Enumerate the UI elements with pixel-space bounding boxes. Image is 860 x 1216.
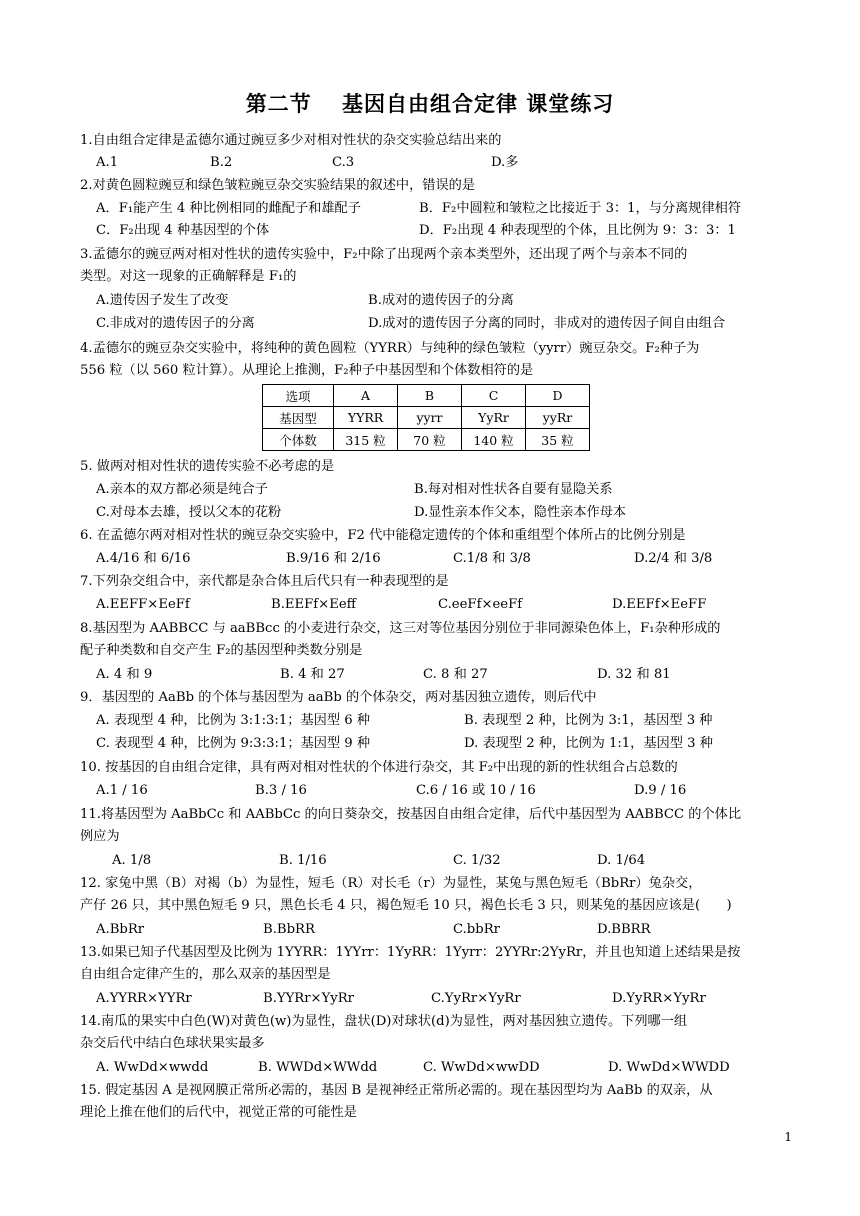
question-15-stem-cont: 理论上推在他们的后代中，视觉正常的可能性是: [80, 1105, 357, 1120]
question-11-stem-cont: 例应为: [80, 829, 120, 844]
question-8-options: [0, 664, 860, 686]
table-cell: yyRr: [526, 407, 590, 429]
option: D. 表现型 2 种，比例为 1:1，基因型 3 种: [464, 736, 713, 751]
option: D.BBRR: [597, 922, 651, 937]
option: D. 32 和 81: [597, 667, 671, 682]
question-7-options: [0, 594, 860, 616]
table-cell: 70 粒: [398, 429, 462, 451]
option: B.EEFf×Eeff: [271, 597, 357, 612]
option: D. 1/64: [597, 853, 646, 868]
question-15-stem: 15. 假定基因 A 是视网膜正常所必需的，基因 B 是视神经正常所必需的。现在基因型均为 AaBb 的双亲，从: [80, 1083, 713, 1098]
question-12-options: [0, 919, 860, 941]
option: C. WwDd×wwDD: [423, 1060, 540, 1075]
question-8-stem-cont: 配子种类数和自交产生 F₂的基因型种类数分别是: [80, 643, 363, 658]
question-2-options-row1: [0, 198, 860, 220]
option: C.3: [332, 155, 355, 170]
question-10-options: [0, 780, 860, 802]
question-13-stem: 13.如果已知子代基因型及比例为 1YYRR：1YYrr：1YyRR：1Yyrr：2YYRr:2YyRr，并且也知道上述结果是按: [80, 945, 741, 960]
option: A.1 / 16: [96, 783, 148, 798]
option: A. 表现型 4 种，比例为 3:1:3:1；基因型 6 种: [96, 713, 370, 728]
question-5-options-row2: [0, 502, 860, 524]
option: C.对母本去雄，授以父本的花粉: [96, 505, 282, 520]
question-9-options-row1: [0, 710, 860, 732]
table-cell: C: [462, 385, 526, 407]
option: B. 表现型 2 种，比例为 3:1，基因型 3 种: [464, 713, 713, 728]
option: A. 4 和 9: [96, 667, 153, 682]
option: B.BbRR: [263, 922, 315, 937]
question-14-stem-cont: 杂交后代中结白色球状果实最多: [80, 1036, 265, 1051]
option: C.6 / 16 或 10 / 16: [416, 783, 536, 798]
option: C.eeFf×eeFf: [438, 597, 523, 612]
option: B. 4 和 27: [280, 667, 345, 682]
question-5-options-row1: [0, 479, 860, 501]
option: D.2/4 和 3/8: [634, 551, 713, 566]
option: B.YYRr×YyRr: [263, 991, 354, 1006]
question-13-stem-cont: 自由组合定律产生的，那么双亲的基因型是: [80, 967, 331, 982]
option: D. WwDd×WWDD: [608, 1060, 730, 1075]
option: A.4/16 和 6/16: [96, 551, 191, 566]
option: A．F₁能产生 4 种比例相同的雌配子和雄配子: [96, 201, 361, 216]
question-13-options: [0, 988, 860, 1010]
option: A.亲本的双方都必须是纯合子: [96, 482, 268, 497]
option: D.多: [491, 155, 519, 170]
option: D.YyRR×YyRr: [612, 991, 706, 1006]
question-6-stem: 6. 在孟德尔两对相对性状的豌豆杂交实验中，F2 代中能稳定遗传的个体和重组型个体所占的比例分别是: [80, 528, 686, 543]
page-number: 1: [784, 1130, 792, 1144]
option: B.9/16 和 2/16: [286, 551, 381, 566]
option: C. 表现型 4 种，比例为 9:3:3:1；基因型 9 种: [96, 736, 371, 751]
question-6-options: [0, 548, 860, 570]
table-cell: A: [334, 385, 398, 407]
option: D.显性亲本作父本，隐性亲本作母本: [414, 505, 627, 520]
question-4-table: [262, 384, 590, 451]
option: C．F₂出现 4 种基因型的个体: [96, 223, 270, 238]
question-14-stem: 14.南瓜的果实中白色(W)对黄色(w)为显性，盘状(D)对球状(d)为显性，两对基因独立遗传。下列哪一组: [80, 1014, 688, 1029]
option: D.成对的遗传因子分离的同时，非成对的遗传因子间自由组合: [368, 316, 726, 331]
option: B.成对的遗传因子的分离: [368, 293, 514, 308]
option: A.YYRR×YYRr: [96, 991, 192, 1006]
option: C.YyRr×YyRr: [431, 991, 521, 1006]
question-3-options-row1: [0, 290, 860, 312]
question-3-options-row2: [0, 313, 860, 335]
question-1-stem: 1.自由组合定律是孟德尔通过豌豆多少对相对性状的杂交实验总结出来的: [80, 133, 502, 148]
question-7-stem: 7.下列杂交组合中，亲代都是杂合体且后代只有一种表现型的是: [80, 574, 449, 589]
table-cell: B: [398, 385, 462, 407]
table-cell: 个体数: [263, 429, 334, 451]
page-title: 第二节 基因自由组合定律 课堂练习: [245, 92, 615, 116]
option: C.1/8 和 3/8: [453, 551, 531, 566]
option: B.3 / 16: [255, 783, 307, 798]
table-cell: 35 粒: [526, 429, 590, 451]
question-2-stem: 2.对黄色圆粒豌豆和绿色皱粒豌豆杂交实验结果的叙述中，错误的是: [80, 178, 476, 193]
question-3-stem: 3.孟德尔的豌豆两对相对性状的遗传实验中，F₂中除了出现两个亲本类型外，还出现了两个与亲本不同的: [80, 247, 688, 262]
option: A.EEFF×EeFf: [96, 597, 190, 612]
option: A.遗传因子发生了改变: [96, 293, 229, 308]
option: D.9 / 16: [634, 783, 687, 798]
question-9-stem: 9．基因型的 AaBb 的个体与基因型为 aaBb 的个体杂交，两对基因独立遗传，则后代中: [80, 690, 597, 705]
table-cell: D: [526, 385, 590, 407]
question-1-options: [0, 152, 860, 174]
table-cell: 基因型: [263, 407, 334, 429]
table-cell: YyRr: [462, 407, 526, 429]
table-row: [263, 385, 590, 407]
option: C.非成对的遗传因子的分离: [96, 316, 255, 331]
option: C.bbRr: [453, 922, 500, 937]
option: B. 1/16: [279, 853, 327, 868]
question-3-stem-cont: 类型。对这一现象的正确解释是 F₁的: [80, 269, 297, 284]
option: C. 1/32: [453, 853, 501, 868]
question-10-stem: 10. 按基因的自由组合定律，具有两对相对性状的个体进行杂交，其 F₂中出现的新的性状组合占总数的: [80, 760, 678, 775]
question-14-options: [0, 1057, 860, 1079]
option: A.BbRr: [96, 922, 145, 937]
question-12-stem-cont: 产仔 26 只，其中黑色短毛 9 只，黑色长毛 4 只，褐色短毛 10 只，褐色长毛 3 只，则某兔的基因应该是( ): [80, 898, 732, 913]
option: D．F₂出现 4 种表现型的个体，且比例为 9：3：3：1: [419, 223, 736, 238]
question-8-stem: 8.基因型为 AABBCC 与 aaBBcc 的小麦进行杂交，这三对等位基因分别位于非同源染色体上，F₁杂种形成的: [80, 621, 721, 636]
table-cell: 140 粒: [462, 429, 526, 451]
option: B.每对相对性状各自要有显隐关系: [414, 482, 613, 497]
question-11-options: [0, 850, 860, 872]
option: A.1: [96, 155, 119, 170]
option: C. 8 和 27: [423, 667, 488, 682]
table-cell: 选项: [263, 385, 334, 407]
option: B.2: [210, 155, 233, 170]
table-cell: 315 粒: [334, 429, 398, 451]
question-4-stem-cont: 556 粒（以 560 粒计算）。从理论上推测，F₂种子中基因型和个体数相符的是: [80, 363, 534, 378]
table-cell: yyrr: [398, 407, 462, 429]
option: B. WWDd×WWdd: [258, 1060, 378, 1075]
option: D.EEFf×EeFF: [612, 597, 707, 612]
question-2-options-row2: [0, 220, 860, 242]
table-row: [263, 429, 590, 451]
question-4-stem: 4.孟德尔的豌豆杂交实验中，将纯种的黄色圆粒（YYRR）与纯种的绿色皱粒（yyrr）豌豆杂交。F₂种子为: [80, 341, 700, 356]
question-9-options-row2: [0, 733, 860, 755]
question-12-stem: 12. 家兔中黑（B）对褐（b）为显性，短毛（R）对长毛（r）为显性，某兔与黑色短毛（BbRr）兔杂交，: [80, 876, 702, 891]
option: B．F₂中圆粒和皱粒之比接近于 3：1，与分离规律相符: [419, 201, 742, 216]
question-5-stem: 5. 做两对相对性状的遗传实验不必考虑的是: [80, 459, 335, 474]
option: A. 1/8: [112, 853, 152, 868]
option: A. WwDd×wwdd: [96, 1060, 209, 1075]
table-row: [263, 407, 590, 429]
table-cell: YYRR: [334, 407, 398, 429]
question-11-stem: 11.将基因型为 AaBbCc 和 AABbCc 的向日葵杂交，按基因自由组合定律，后代中基因型为 AABBCC 的个体比: [80, 807, 742, 822]
